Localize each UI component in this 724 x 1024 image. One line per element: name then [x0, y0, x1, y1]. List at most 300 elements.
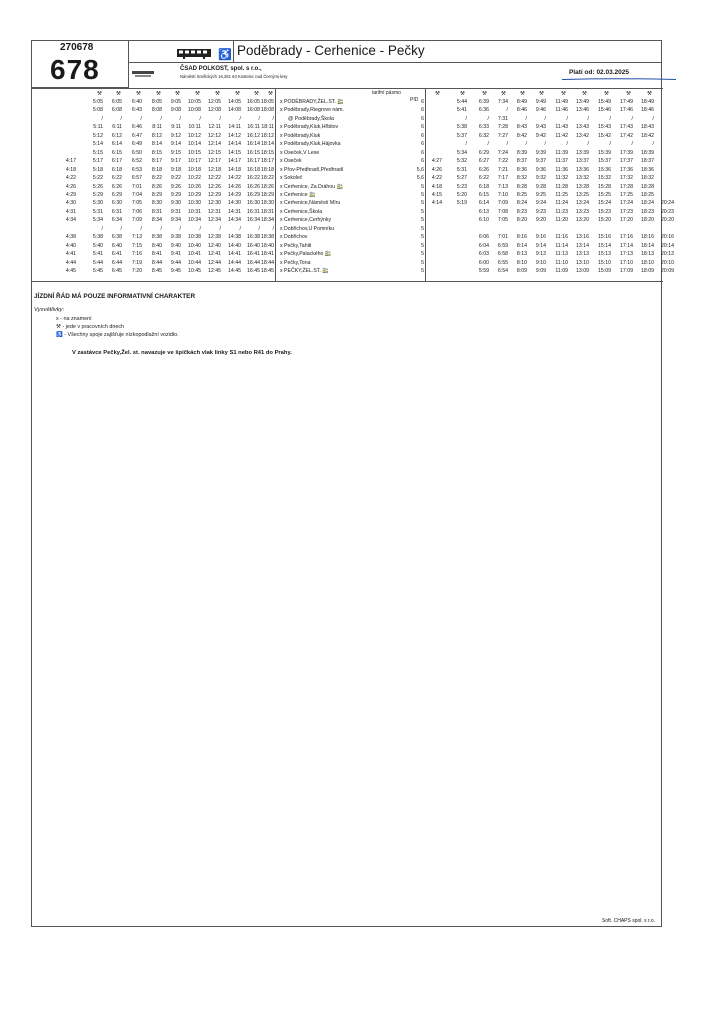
departure-time: 16:15	[247, 149, 260, 156]
departure-time: 12:34	[208, 217, 221, 224]
departure-time: 6:08	[111, 107, 122, 114]
departure-time: 7:06	[131, 208, 142, 215]
departure-time: 4:26	[65, 183, 76, 190]
departure-time: 7:28	[497, 124, 508, 131]
departure-time: /	[120, 115, 122, 122]
departure-time: 16:11	[247, 124, 260, 131]
departure-time: 11:09	[555, 268, 568, 274]
departure-time: 16:30	[247, 200, 260, 207]
departure-time: 6:45	[111, 268, 122, 274]
day-symbol: ⚒	[116, 91, 121, 97]
departure-time: 18:45	[261, 268, 274, 274]
departure-time: 17:24	[620, 200, 633, 207]
departure-time: 6:46	[131, 124, 142, 131]
departure-time: 9:38	[170, 234, 181, 241]
departure-time: /	[465, 141, 467, 148]
departure-time: 11:46	[555, 107, 568, 114]
departure-time: 4:41	[65, 251, 76, 258]
departure-time: 4:22	[65, 175, 76, 182]
departure-time: 18:13	[641, 251, 654, 258]
departure-time: 12:08	[208, 107, 221, 114]
line-number: 678	[50, 54, 100, 85]
departure-time: 8:37	[516, 158, 527, 165]
departure-time: 5:27	[456, 175, 467, 182]
departure-time: 5:41	[456, 107, 467, 114]
departure-time: 9:20	[535, 217, 546, 224]
wheelchair-icon: ♿	[218, 49, 232, 61]
notes-subtitle: Vysvětlivky:	[34, 307, 65, 313]
departure-time: 4:38	[65, 234, 76, 241]
departure-time: 8:18	[151, 166, 162, 173]
departure-time: 20:09	[661, 268, 674, 274]
departure-time: 13:42	[576, 132, 589, 139]
departure-time: 5:44	[456, 99, 467, 105]
departure-time: 5:30	[92, 200, 103, 207]
notes-extra: V zastávce Pečky,Žel. st. navazuje ve špičkách vlak linky S1 nebo R41 do Prahy.	[72, 350, 292, 356]
departure-time: 8:16	[516, 234, 527, 241]
tariff-zone: 6	[421, 115, 424, 122]
departure-time: 9:14	[170, 141, 181, 148]
departure-time: 12:17	[208, 158, 221, 165]
departure-time: 11:36	[555, 166, 568, 173]
departure-time: 9:26	[170, 183, 181, 190]
departure-time: 12:05	[208, 99, 221, 105]
departure-time: /	[239, 225, 241, 232]
departure-time: /	[199, 115, 201, 122]
day-symbol: ⚒	[604, 91, 609, 97]
departure-time: 16:18	[247, 166, 260, 173]
departure-time: 9:44	[170, 259, 181, 266]
departure-time: 14:12	[228, 132, 241, 139]
departure-time: 10:12	[188, 132, 201, 139]
departure-time: 16:05	[247, 99, 260, 105]
departure-time: 12:14	[208, 141, 221, 148]
departure-time: 9:36	[535, 166, 546, 173]
departure-time: 6:26	[111, 183, 122, 190]
departure-time: 4:18	[65, 166, 76, 173]
departure-time: 8:32	[516, 175, 527, 182]
departure-time: 18:44	[261, 259, 274, 266]
departure-time: 13:49	[576, 99, 589, 105]
tariff-zone: 6	[421, 107, 424, 114]
departure-time: 5:14	[92, 141, 103, 148]
departure-time: 18:26	[261, 183, 274, 190]
day-symbol: ⚒	[561, 91, 566, 97]
departure-time: 14:18	[228, 166, 241, 173]
departure-time: 9:46	[535, 107, 546, 114]
departure-time: 8:15	[151, 149, 162, 156]
departure-time: 7:22	[497, 158, 508, 165]
departure-time: 9:17	[170, 158, 181, 165]
departure-time: 9:12	[170, 132, 181, 139]
departure-time: 8:05	[151, 99, 162, 105]
notes-title: JÍZDNÍ ŘÁD MÁ POUZE INFORMATIVNÍ CHARAKTER	[34, 293, 196, 300]
departure-time: 9:08	[170, 107, 181, 114]
departure-time: 12:44	[208, 259, 221, 266]
departure-time: /	[219, 225, 221, 232]
station-name: x PODĚBRADY,ŽEL.ST. 🚉	[280, 99, 344, 105]
departure-time: 17:42	[620, 132, 633, 139]
departure-time: 16:14	[247, 141, 260, 148]
departure-time: 14:38	[228, 234, 241, 241]
departure-time: 15:49	[598, 99, 611, 105]
departure-time: 20:14	[661, 242, 674, 249]
tariff-zone: 5	[421, 242, 424, 249]
station-name: x Pečky,Palackého 🚉	[280, 251, 332, 258]
station-name: x Cerhenice 🚉	[280, 191, 316, 198]
day-symbol: ⚒	[647, 91, 652, 97]
departure-time: 4:17	[65, 158, 76, 165]
departure-time: 13:37	[576, 158, 589, 165]
departure-time: 18:12	[261, 132, 274, 139]
departure-time: 7:17	[497, 175, 508, 182]
departure-time: 9:43	[535, 124, 546, 131]
departure-time: /	[487, 141, 489, 148]
departure-time: 14:15	[228, 149, 241, 156]
departure-time: /	[140, 115, 142, 122]
departure-time: 5:38	[92, 234, 103, 241]
departure-time: 4:40	[65, 242, 76, 249]
departure-time: 10:11	[188, 124, 201, 131]
departure-time: /	[258, 115, 260, 122]
departure-time: 9:05	[170, 99, 181, 105]
departure-time: 16:17	[247, 158, 260, 165]
departure-time: 6:32	[478, 132, 489, 139]
tariff-zone: 6	[421, 124, 424, 131]
departure-time: 15:20	[598, 217, 611, 224]
station-name: x Pečky,Tona	[280, 259, 311, 266]
day-symbol: ⚒	[254, 91, 259, 97]
departure-time: 18:37	[641, 158, 654, 165]
departure-time: /	[506, 107, 508, 114]
departure-time: /	[239, 115, 241, 122]
day-symbol: ⚒	[195, 91, 200, 97]
departure-time: /	[566, 115, 568, 122]
departure-time: 4:44	[65, 259, 76, 266]
departure-time: 20:20	[661, 217, 674, 224]
departure-time: 10:41	[188, 251, 201, 258]
departure-time: 16:34	[247, 217, 260, 224]
departure-time: 13:23	[576, 208, 589, 215]
departure-time: 17:14	[620, 242, 633, 249]
departure-time: 9:25	[535, 191, 546, 198]
departure-time: 6:12	[111, 132, 122, 139]
departure-time: 13:32	[576, 175, 589, 182]
departure-time: 13:25	[576, 191, 589, 198]
departure-time: 8:29	[151, 191, 162, 198]
departure-time: 8:10	[516, 259, 527, 266]
departure-time: 10:40	[188, 242, 201, 249]
departure-time: 11:37	[555, 158, 568, 165]
departure-time: 9:49	[535, 99, 546, 105]
departure-time: 4:29	[65, 191, 76, 198]
departure-time: 13:13	[576, 251, 589, 258]
station-name: x Poděbrady,Kluk	[280, 132, 321, 139]
departure-time: 10:34	[188, 217, 201, 224]
departure-time: 18:05	[261, 99, 274, 105]
departure-time: 7:15	[131, 242, 142, 249]
valid-from: Platí od: 02.03.2025	[569, 69, 629, 76]
departure-time: 11:25	[555, 191, 568, 198]
departure-time: 16:44	[247, 259, 260, 266]
departure-time: 20:16	[661, 234, 674, 241]
day-symbol: ⚒	[215, 91, 220, 97]
departure-time: 20:23	[661, 208, 674, 215]
departure-time: 10:14	[188, 141, 201, 148]
departure-time: 14:44	[228, 259, 241, 266]
timetable-sheet	[31, 40, 674, 927]
departure-time: 12:26	[208, 183, 221, 190]
departure-time: 13:20	[576, 217, 589, 224]
departure-time: 12:31	[208, 208, 221, 215]
departure-time: 8:46	[516, 107, 527, 114]
departure-time: 10:26	[188, 183, 201, 190]
departure-time: 4:45	[65, 268, 76, 274]
tariff-zone: 5	[421, 208, 424, 215]
departure-time: 18:34	[261, 217, 274, 224]
departure-time: 6:52	[131, 158, 142, 165]
departure-time: 8:22	[151, 175, 162, 182]
departure-time: 10:22	[188, 175, 201, 182]
departure-time: 7:01	[131, 183, 142, 190]
departure-time: 6:29	[478, 149, 489, 156]
departure-time: 9:30	[170, 200, 181, 207]
departure-time: 14:22	[228, 175, 241, 182]
departure-time: 18:09	[641, 268, 654, 274]
departure-time: 6:00	[478, 259, 489, 266]
departure-time: 14:17	[228, 158, 241, 165]
departure-time: 7:27	[497, 132, 508, 139]
departure-time: 17:46	[620, 107, 633, 114]
departure-time: 13:36	[576, 166, 589, 173]
departure-time: 15:42	[598, 132, 611, 139]
departure-time: 8:42	[516, 132, 527, 139]
departure-time: 9:22	[170, 175, 181, 182]
timetable-table	[32, 88, 674, 281]
departure-time: 5:31	[92, 208, 103, 215]
departure-time: 9:29	[170, 191, 181, 198]
departure-time: /	[631, 141, 633, 148]
tariff-zone: 6	[421, 158, 424, 165]
departure-time: 11:28	[555, 183, 568, 190]
departure-time: 5:11	[93, 124, 103, 131]
tariff-zone: 6	[421, 132, 424, 139]
tariff-zone: 5	[421, 191, 424, 198]
departure-time: 18:16	[641, 234, 654, 241]
departure-time: 8:24	[516, 200, 527, 207]
departure-time: 6:31	[111, 208, 122, 215]
departure-time: 13:24	[576, 200, 589, 207]
departure-time: 12:30	[208, 200, 221, 207]
departure-time: 15:28	[598, 183, 611, 190]
departure-time: 16:12	[247, 132, 260, 139]
line-number-box	[32, 41, 129, 88]
departure-time: 9:39	[535, 149, 546, 156]
departure-time: 17:25	[620, 191, 633, 198]
departure-time: 13:16	[576, 234, 589, 241]
departure-time: 6:13	[478, 208, 489, 215]
station-name: x Cerhenice,Škola	[280, 208, 323, 215]
departure-time: 17:16	[620, 234, 633, 241]
day-symbol: ⚒	[235, 91, 240, 97]
departure-time: /	[272, 115, 274, 122]
departure-time: 5:38	[456, 124, 467, 131]
departure-time: 13:09	[576, 268, 589, 274]
departure-time: /	[179, 225, 181, 232]
departure-time: 4:22	[431, 175, 442, 182]
departure-time: 18:23	[641, 208, 654, 215]
departure-time: /	[544, 141, 546, 148]
departure-time: 14:45	[228, 268, 241, 274]
departure-time: 18:39	[641, 149, 654, 156]
departure-time: /	[609, 115, 611, 122]
departure-time: 6:34	[111, 217, 122, 224]
departure-time: /	[544, 115, 546, 122]
departure-time: 16:41	[247, 251, 260, 258]
zone-header: tarifní pásmo	[372, 90, 401, 96]
tariff-zone: 5	[421, 251, 424, 258]
departure-time: 18:38	[261, 234, 274, 241]
operator-logo	[132, 69, 154, 79]
departure-time: 9:41	[170, 251, 181, 258]
departure-time: 8:09	[516, 268, 527, 274]
departure-time: 6:17	[111, 158, 122, 165]
route-header	[129, 41, 661, 63]
departure-time: 6:18	[478, 183, 489, 190]
departure-time: 6:43	[131, 107, 142, 114]
departure-time: 9:14	[535, 242, 546, 249]
departure-time: 6:53	[131, 166, 142, 173]
tariff-zone: 5	[421, 259, 424, 266]
departure-time: 17:39	[620, 149, 633, 156]
departure-time: 6:10	[478, 217, 489, 224]
departure-time: 5:22	[92, 175, 103, 182]
departure-time: 7:09	[131, 217, 142, 224]
departure-time: 13:39	[576, 149, 589, 156]
departure-time: 18:40	[261, 242, 274, 249]
station-name: x Poděbrady,Kluk,Hájovka	[280, 141, 341, 148]
departure-time: 6:04	[478, 242, 489, 249]
departure-time: 7:21	[497, 166, 508, 173]
departure-time: 8:08	[151, 107, 162, 114]
departure-time: 17:10	[620, 259, 633, 266]
departure-time: 18:49	[641, 99, 654, 105]
departure-time: 6:39	[478, 99, 489, 105]
departure-time: 17:28	[620, 183, 633, 190]
departure-time: 9:18	[170, 166, 181, 173]
departure-time: 15:46	[598, 107, 611, 114]
departure-time: 15:43	[598, 124, 611, 131]
station-name: x Pečky,Tahiti	[280, 242, 312, 249]
departure-time: 6:54	[497, 268, 508, 274]
station-name: @ Poděbrady,Škola	[288, 115, 334, 122]
departure-time: 8:13	[516, 251, 527, 258]
departure-time: /	[160, 225, 162, 232]
departure-time: 9:23	[535, 208, 546, 215]
departure-time: 16:29	[247, 191, 260, 198]
departure-time: 17:43	[620, 124, 633, 131]
departure-time: 12:40	[208, 242, 221, 249]
departure-time: 6:44	[111, 259, 122, 266]
tariff-zone: 5	[421, 234, 424, 241]
departure-time: 14:29	[228, 191, 241, 198]
departure-time: 17:09	[620, 268, 633, 274]
departure-time: 17:13	[620, 251, 633, 258]
departure-time: 7:13	[131, 234, 142, 241]
departure-time: 5:19	[456, 200, 467, 207]
departure-time: 18:24	[641, 200, 654, 207]
departure-time: /	[525, 141, 527, 148]
departure-time: 6:36	[478, 107, 489, 114]
departure-time: 6:41	[111, 251, 122, 258]
departure-time: 10:15	[188, 149, 201, 156]
departure-time: 10:38	[188, 234, 201, 241]
valid-underline	[562, 78, 676, 81]
departure-time: 9:09	[535, 268, 546, 274]
departure-time: 9:37	[535, 158, 546, 165]
departure-time: /	[199, 225, 201, 232]
departure-time: 6:27	[478, 158, 489, 165]
day-symbol: ⚒	[482, 91, 487, 97]
departure-time: 11:16	[555, 234, 568, 241]
bus-icon	[177, 49, 211, 59]
departure-time: /	[652, 141, 654, 148]
departure-time: /	[120, 225, 122, 232]
day-symbol: ⚒	[435, 91, 440, 97]
departure-time: /	[179, 115, 181, 122]
station-name: x Dobřichov	[280, 234, 308, 241]
departure-time: /	[631, 115, 633, 122]
departure-time: 16:38	[247, 234, 260, 241]
departure-time: 6:57	[131, 175, 142, 182]
line-id: 270678	[60, 42, 94, 53]
tariff-zone: 6	[421, 149, 424, 156]
departure-time: 18:14	[261, 141, 274, 148]
departure-time: 6:47	[131, 132, 142, 139]
departure-time: 4:26	[431, 166, 442, 173]
departure-time: 10:08	[188, 107, 201, 114]
departure-time: 7:31	[497, 115, 508, 122]
station-name: x Cerhenice, Za Dráhou 🚉	[280, 183, 343, 190]
departure-time: 13:43	[576, 124, 589, 131]
departure-time: 18:11	[261, 124, 274, 131]
tariff-zone: 6	[421, 141, 424, 148]
departure-time: 9:42	[535, 132, 546, 139]
departure-time: 7:13	[497, 183, 508, 190]
departure-time: 4:15	[431, 191, 442, 198]
departure-time: 6:22	[111, 175, 122, 182]
departure-time: 9:32	[535, 175, 546, 182]
departure-time: 8:26	[151, 183, 162, 190]
departure-time: 14:41	[228, 251, 241, 258]
departure-time: 18:31	[261, 208, 274, 215]
departure-time: 11:10	[555, 259, 568, 266]
tariff-zone: 5	[421, 200, 424, 207]
station-name: x Dobřichov,U Pomníku	[280, 225, 335, 232]
station-name: x Poděbrady,Kluk,Hřbitov	[280, 124, 339, 131]
departure-time: 14:11	[228, 124, 241, 131]
departure-time: 9:28	[535, 183, 546, 190]
departure-time: /	[465, 115, 467, 122]
departure-time: 5:32	[456, 158, 467, 165]
departure-time: 10:30	[188, 200, 201, 207]
station-name: x Poděbrady,Riegrovo nám.	[280, 107, 344, 114]
departure-time: 14:30	[228, 200, 241, 207]
departure-time: 6:15	[478, 191, 489, 198]
departure-time: 18:42	[641, 132, 654, 139]
departure-time: 9:10	[535, 259, 546, 266]
day-symbol: ⚒	[520, 91, 525, 97]
